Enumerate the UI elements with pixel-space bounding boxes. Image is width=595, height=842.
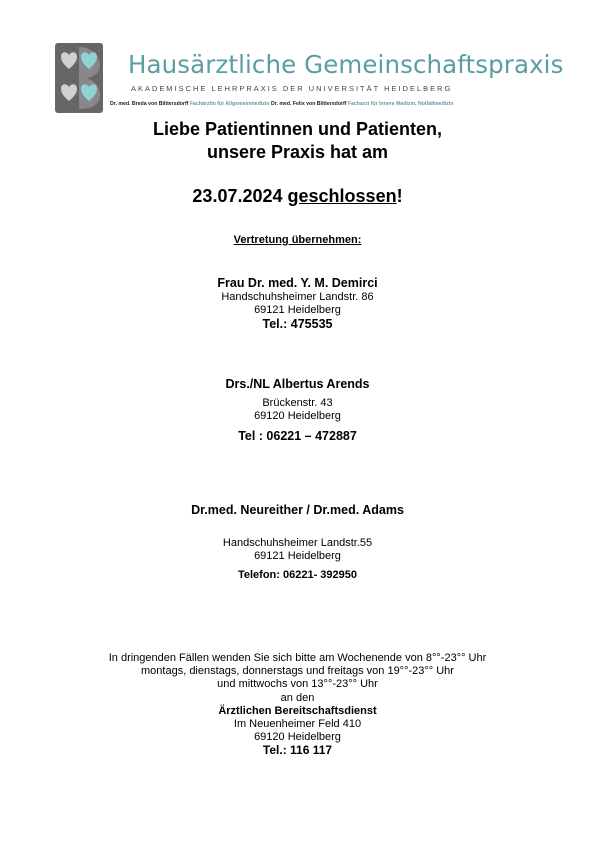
emergency-city: 69120 Heidelberg (254, 731, 341, 744)
doctor1-specialty: Fachärztin für Allgemeinmedizin (189, 101, 270, 107)
substitute-name: Frau Dr. med. Y. M. Demirci (217, 276, 378, 290)
emergency-service: Ärztlichen Bereitschaftsdienst (218, 704, 377, 717)
greeting (0, 118, 595, 164)
emergency-info (0, 652, 595, 758)
substitute-1 (0, 276, 595, 331)
greeting-line2: unsere Praxis hat am (206, 142, 389, 162)
emergency-line3: und mittwochs von 13°°-23°° Uhr (217, 678, 378, 691)
substitute-city: 69121 Heidelberg (254, 304, 341, 316)
emergency-line1: In dringenden Fällen wenden Sie sich bitte am Wochenende von 8°°-23°° Uhr (108, 652, 487, 664)
substitute-city: 69121 Heidelberg (254, 550, 341, 562)
substitute-street: Handschuhsheimer Landstr. 86 (221, 291, 374, 303)
closure-date-line (0, 186, 595, 207)
substitute-2 (0, 377, 595, 443)
doctors-line (110, 101, 453, 107)
substitute-city: 69120 Heidelberg (254, 410, 341, 422)
doctor1-name: Dr. med. Breda von Blittersdorff (110, 101, 189, 107)
practice-logo-icon (55, 43, 103, 113)
exclamation: ! (396, 186, 403, 206)
emergency-street: Im Neuenheimer Feld 410 (233, 718, 362, 731)
emergency-line2: montags, dienstags, donnerstags und freitags von 19°°-23°° Uhr (141, 665, 454, 678)
greeting-line1: Liebe Patientinnen und Patienten, (152, 119, 443, 139)
doctor2-specialty: Facharzt für Innere Medizin, Notfallmedizin (347, 101, 454, 107)
substitute-heading: Vertretung übernehmen: (233, 234, 362, 246)
doctor2-name: Dr. med. Felix von Blittersdorff (270, 101, 347, 107)
emergency-phone: Tel.: 116 117 (262, 743, 333, 758)
substitute-street: Handschuhsheimer Landstr.55 (222, 537, 373, 549)
practice-name: Hausärztliche Gemeinschaftspraxis (128, 50, 564, 79)
substitute-name: Dr.med. Neureither / Dr.med. Adams (191, 503, 404, 517)
closed-word: geschlossen (287, 186, 397, 206)
substitute-phone: Tel : 06221 – 472887 (238, 429, 357, 443)
emergency-line4: an den (280, 691, 315, 704)
practice-subtitle: AKADEMISCHE LEHRPRAXIS DER UNIVERSITÄT HEIDELBERG (131, 84, 453, 93)
substitute-street: Brückenstr. 43 (262, 397, 333, 409)
substitute-phone: Tel.: 475535 (262, 317, 333, 331)
closure-date: 23.07.2024 (192, 186, 283, 206)
substitute-phone: Telefon: 06221- 392950 (237, 569, 358, 581)
substitute-name: Drs./NL Albertus Arends (225, 377, 370, 391)
substitute-3 (0, 503, 595, 581)
